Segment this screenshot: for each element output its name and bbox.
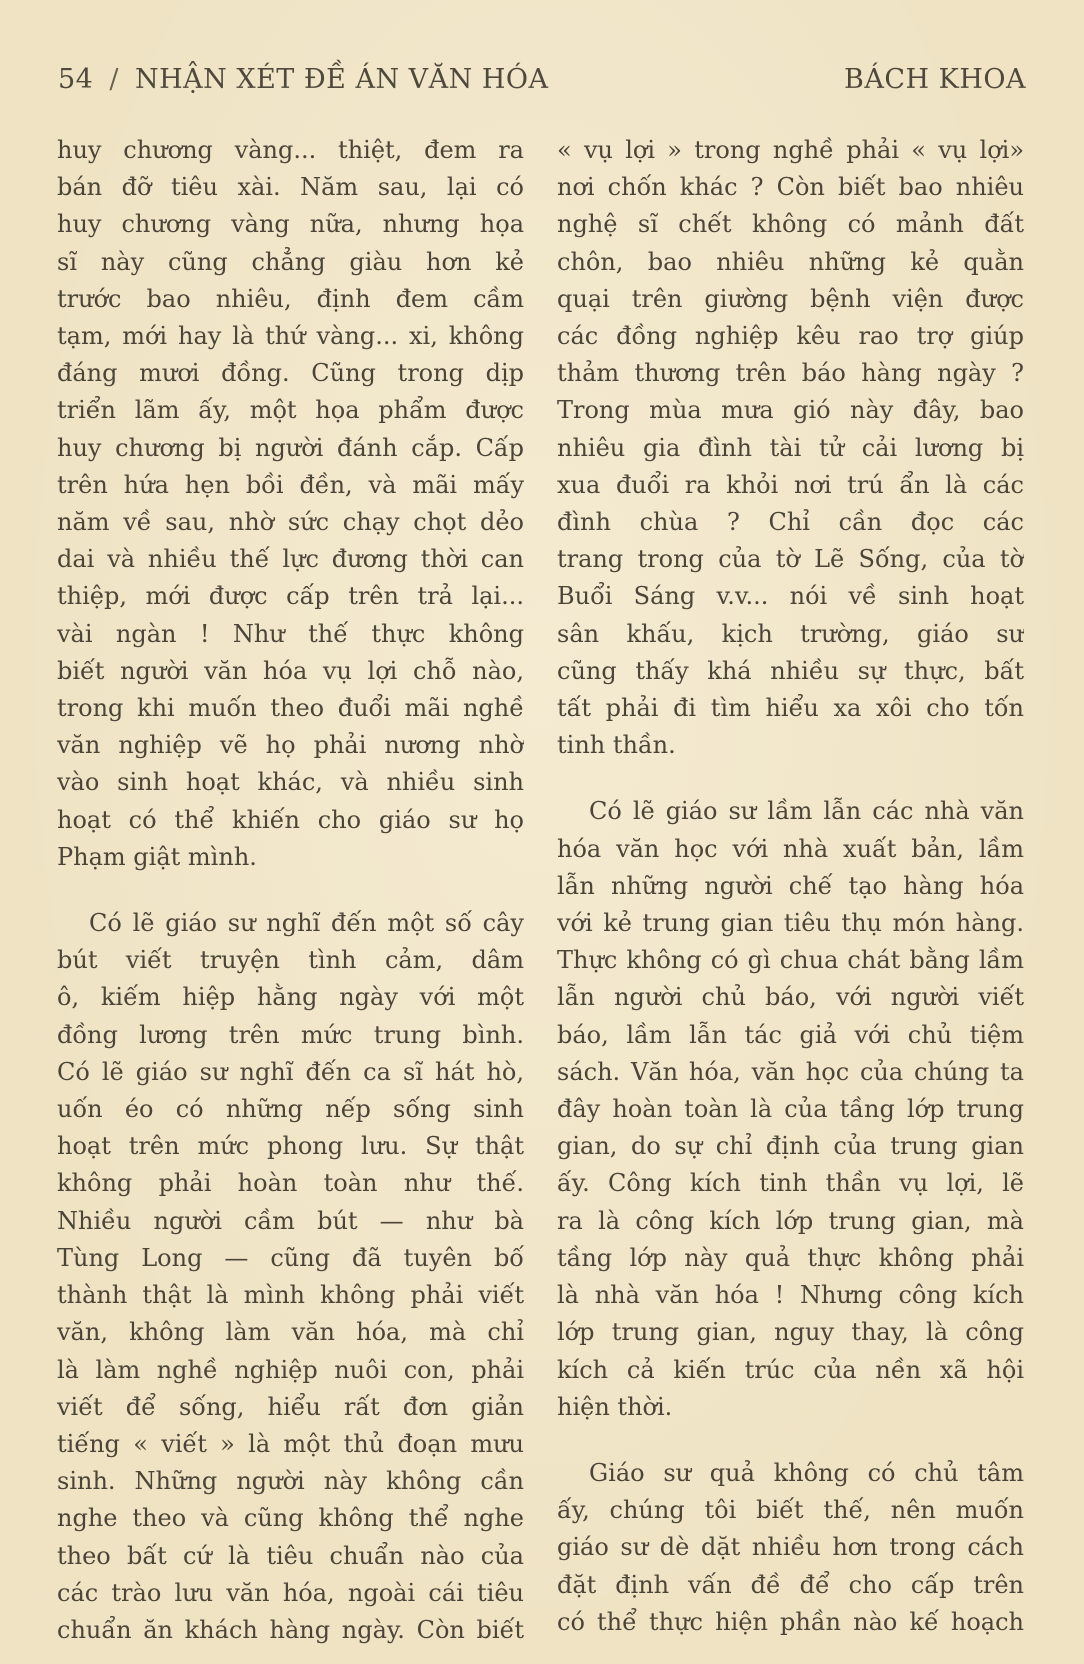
text-line: hiện thời. (557, 1392, 673, 1421)
text-line: đình chùa ? Chỉ cần đọc các (557, 508, 1024, 537)
text-line: nghe theo và cũng không thể nghe (57, 1504, 524, 1533)
text-line: Có lẽ giáo sư nghĩ đến một số cây (89, 909, 524, 938)
text-line: các đồng nghiệp kêu rao trợ giúp (557, 322, 1024, 351)
text-line: Buổi Sáng v.v... nói về sinh hoạt (557, 582, 1024, 611)
text-line: thiệp, mới được cấp trên trả lại... (57, 582, 524, 611)
text-line: cũng thấy khá nhiều sự thực, bất (557, 656, 1024, 685)
text-line: đáng mươi đồng. Cũng trong dịp (57, 359, 524, 388)
text-line: thảm thương trên báo hàng ngày ? (557, 359, 1024, 388)
text-line: lớp trung gian, nguy thay, là công (557, 1318, 1024, 1347)
paragraph-gap (557, 764, 1024, 793)
text-line: hóa văn học với nhà xuất bản, lầm (557, 834, 1024, 863)
page-number: 54 (58, 64, 94, 95)
page-header (58, 64, 1026, 104)
text-line: nghệ sĩ chết không có mảnh đất (557, 210, 1024, 239)
text-line: sách. Văn hóa, văn học của chúng ta (557, 1057, 1024, 1086)
text-line: tiếng « viết » là một thủ đoạn mưu (57, 1429, 524, 1458)
text-line: tinh thần. (557, 731, 676, 760)
right-paragraph-1 (557, 132, 1024, 764)
right-column (557, 132, 1024, 1641)
text-line: tạm, mới hay là thứ vàng... xi, không (57, 322, 524, 351)
text-line: bán đỡ tiêu xài. Năm sau, lại có (57, 173, 524, 202)
text-line: ô, kiếm hiệp hằng ngày với một (57, 983, 524, 1012)
text-line: quại trên giường bệnh viện được (557, 284, 1024, 313)
text-line: huy chương vàng... thiệt, đem ra (57, 136, 524, 164)
left-column (57, 132, 524, 1649)
text-line: không phải hoàn toàn như thế. (57, 1169, 524, 1198)
left-paragraph-1 (57, 132, 524, 876)
left-paragraph-2 (57, 905, 524, 1649)
text-line: Giáo sư quả không có chủ tâm (589, 1458, 1024, 1487)
text-line: theo bất cứ là tiêu chuẩn nào của (57, 1541, 524, 1570)
text-line: văn nghiệp vẽ họ phải nương nhờ (57, 731, 524, 760)
text-line: với kẻ trung gian tiêu thụ món hàng. (557, 909, 1024, 938)
text-line: vài ngàn ! Như thế thực không (57, 619, 524, 648)
journal-name: BÁCH KHOA (844, 64, 1026, 95)
text-line: Có lẽ giáo sư nghĩ đến ca sĩ hát hò, (57, 1057, 524, 1086)
text-line: sân khấu, kịch trường, giáo sư (557, 619, 1024, 648)
text-line: hoạt trên mức phong lưu. Sự thật (57, 1132, 524, 1161)
text-line: chuẩn ăn khách hàng ngày. Còn biết (57, 1615, 524, 1644)
text-line: Nhiều người cầm bút — như bà (57, 1206, 524, 1235)
text-line: ấy, chúng tôi biết thế, nên muốn (557, 1496, 1024, 1525)
text-line: trang trong của tờ Lẽ Sống, của tờ (557, 545, 1024, 574)
paragraph-gap (557, 1426, 1024, 1455)
running-title: NHẬN XÉT ĐỀ ÁN VĂN HÓA (134, 64, 549, 95)
text-line: ấy. Công kích tinh thần vụ lợi, lẽ (557, 1169, 1024, 1198)
text-line: là nhà văn hóa ! Nhưng công kích (557, 1281, 1024, 1310)
text-line: Thực không có gì chua chát bằng lầm (557, 946, 1024, 975)
header-left (58, 64, 549, 95)
text-line: có thể thực hiện phần nào kế hoạch (557, 1607, 1024, 1636)
text-line: nơi chốn khác ? Còn biết bao nhiêu (557, 173, 1024, 202)
text-line: Trong mùa mưa gió này đây, bao (557, 396, 1024, 425)
text-line: thành thật là mình không phải viết (57, 1281, 524, 1310)
text-line: lẫn những người chế tạo hàng hóa (557, 871, 1024, 900)
text-line: kích cả kiến trúc của nền xã hội (557, 1355, 1024, 1384)
text-line: Phạm giật mình. (57, 842, 257, 871)
text-line: văn, không làm văn hóa, mà chỉ (57, 1318, 524, 1347)
text-line: đặt định vấn đề để cho cấp trên (557, 1570, 1024, 1599)
text-line: Tùng Long — cũng đã tuyên bố (57, 1243, 524, 1272)
text-line: « vụ lợi » trong nghề phải « vụ lợi» (557, 136, 1024, 164)
text-line: trong khi muốn theo đuổi mãi nghề (57, 694, 524, 723)
text-line: lẫn người chủ báo, với người viết (557, 983, 1024, 1012)
text-line: nhiêu gia đình tài tử cải lương bị (557, 433, 1024, 462)
text-line: chôn, bao nhiêu những kẻ quằn (557, 247, 1024, 276)
text-line: viết để sống, hiểu rất đơn giản (57, 1392, 524, 1421)
text-line: là làm nghề nghiệp nuôi con, phải (57, 1355, 524, 1384)
text-line: huy chương vàng nữa, nhưng họa (57, 210, 524, 239)
text-line: xua đuổi ra khỏi nơi trú ẩn là các (557, 470, 1024, 499)
header-separator: / (109, 64, 119, 95)
text-line: trước bao nhiêu, định đem cầm (57, 284, 524, 313)
text-line: báo, lầm lẫn tác giả với chủ tiệm (557, 1020, 1024, 1049)
text-line: tầng lớp này quả thực không phải (557, 1243, 1024, 1272)
text-line: biết người văn hóa vụ lợi chỗ nào, (57, 656, 524, 685)
text-line: giáo sư dè dặt nhiều hơn trong cách (557, 1533, 1024, 1562)
text-line: vào sinh hoạt khác, và nhiều sinh (57, 768, 524, 797)
text-line: trên hứa hẹn bồi đền, và mãi mấy (57, 470, 524, 499)
right-paragraph-2 (557, 793, 1024, 1425)
text-line: đồng lương trên mức trung bình. (57, 1020, 524, 1049)
text-line: sinh. Những người này không cần (57, 1467, 524, 1496)
text-line: hoạt có thể khiến cho giáo sư họ (57, 805, 524, 834)
text-line: gian, do sự chỉ định của trung gian (557, 1132, 1024, 1161)
text-line: huy chương bị người đánh cắp. Cấp (57, 433, 524, 462)
right-paragraph-3 (557, 1455, 1024, 1641)
text-line: tất phải đi tìm hiểu xa xôi cho tốn (557, 694, 1024, 723)
text-line: uốn éo có những nếp sống sinh (57, 1095, 524, 1124)
text-line: đây hoàn toàn là của tầng lớp trung (557, 1095, 1024, 1124)
text-line: bút viết truyện tình cảm, dâm (57, 946, 524, 975)
text-line: ra là công kích lớp trung gian, mà (557, 1206, 1024, 1235)
text-line: dai và nhiều thế lực đương thời can (57, 545, 524, 574)
text-line: Có lẽ giáo sư lầm lẫn các nhà văn (589, 797, 1024, 826)
text-line: sĩ này cũng chẳng giàu hơn kẻ (57, 247, 524, 276)
text-line: triển lãm ấy, một họa phẩm được (57, 396, 524, 425)
text-line: các trào lưu văn hóa, ngoài cái tiêu (57, 1578, 524, 1607)
text-line: năm về sau, nhờ sức chạy chọt dẻo (57, 508, 524, 537)
paragraph-gap (57, 876, 524, 905)
